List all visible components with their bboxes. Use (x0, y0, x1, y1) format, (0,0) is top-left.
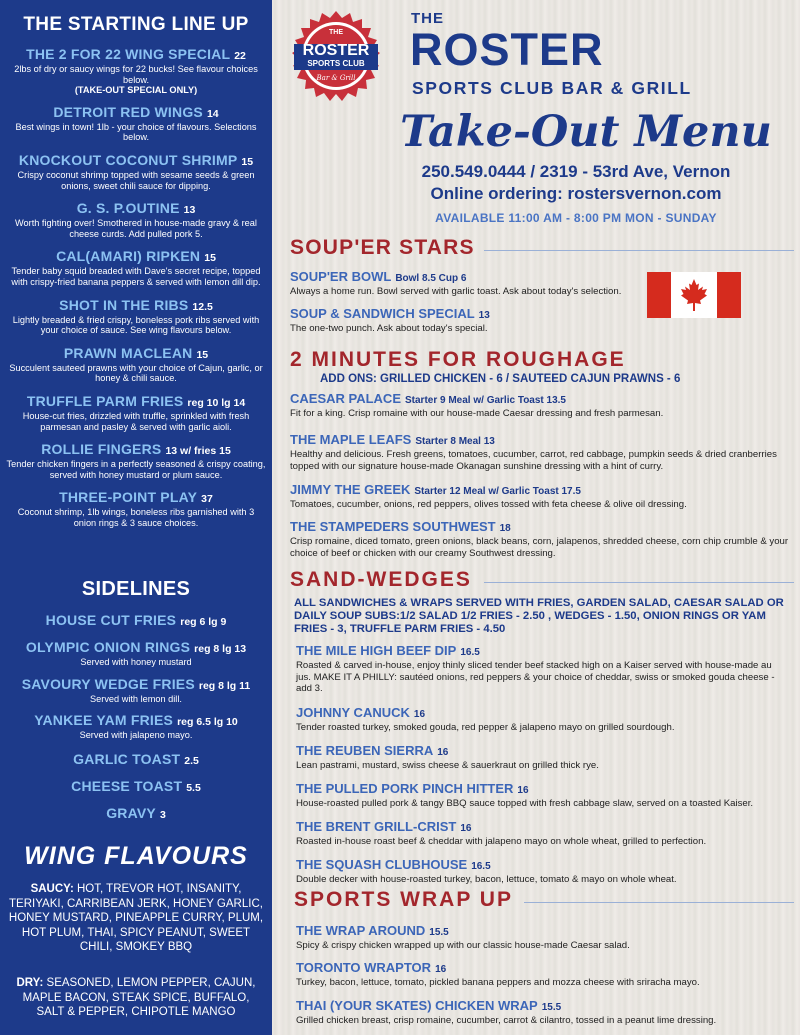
right-panel (272, 0, 800, 1035)
item-name: CAESAR PALACE (290, 391, 401, 406)
item-price: Starter 8 Meal 13 (415, 436, 495, 447)
section-title-soup: SOUP'ER STARS (290, 236, 475, 259)
list-item (0, 345, 272, 384)
section-title-wraps: SPORTS WRAP UP (294, 888, 513, 911)
item-name: TORONTO WRAPTOR (296, 960, 432, 975)
item-name: CAL(AMARI) RIPKEN (56, 248, 201, 265)
item-name: THE WRAP AROUND (296, 923, 426, 938)
wing-flavours-header: WING FLAVOURS (24, 842, 248, 870)
list-item (296, 642, 776, 695)
logo-the-text: THE (329, 29, 343, 36)
item-desc: Crisp romaine, diced tomato, green onions, black beans, corn, jalapenos, shredded cheese, corn chip crumble & your choice of beef or chicken with our creamy Southwest dressing. (290, 536, 789, 559)
item-desc: Double decker with house-roasted turkey, bacon, lettuce, tomato & mayo on whole wheat. (296, 874, 677, 885)
list-item (296, 704, 776, 734)
item-price: 16 (460, 823, 472, 834)
item-desc: Tomatoes, cucumber, onions, red peppers, olives tossed with feta cheese & olive oil dressing. (290, 499, 687, 510)
header-roster: ROSTER (410, 24, 604, 75)
item-desc: Healthy and delicious. Fresh greens, tomatoes, cucumber, carrot, red cabbage, pumpkin seeds & dried cranberries topped with our signature house-made Okanagan sunshine dressing with a hint of curry. (290, 449, 777, 472)
list-item (0, 46, 272, 96)
item-desc: Grilled chicken breast, crisp romaine, cucumber, carrot & cilantro, tossed in a peanut lime dressing. (296, 1015, 717, 1026)
item-name: G. S. P.OUTINE (76, 200, 180, 217)
starting-lineup-list (0, 46, 272, 528)
item-name: OLYMPIC ONION RINGS (25, 639, 191, 655)
item-desc: Turkey, bacon, lettuce, tomato, pickled banana peppers and mozza cheese with sriracha mayo. (296, 977, 700, 988)
online-ordering: Online ordering: rostersvernon.com (430, 184, 722, 203)
list-item (290, 518, 790, 559)
item-price: 16.5 (471, 861, 491, 872)
item-price: 2.5 (184, 754, 199, 767)
list-item (0, 393, 272, 432)
item-name: CHEESE TOAST (71, 777, 183, 794)
divider (484, 250, 794, 251)
item-price: 15.5 (429, 927, 449, 938)
item-desc: Always a home run. Bowl served with garlic toast. Ask about today's selection. (290, 286, 622, 297)
item-price: 13 w/ fries 15 (165, 445, 231, 458)
starting-lineup-header: THE STARTING LINE UP (23, 14, 249, 35)
item-price: 15 (196, 348, 209, 361)
item-desc: Roasted & carved in-house, enjoy thinly sliced tender beef stacked high on a Kaiser served with house-made au jus. MAKE IT A PHILLY: sautéed onions, red peppers & your choice of cheddar, swiss or smoked gouda cheese - add 3. (296, 660, 775, 694)
item-name: THE SQUASH CLUBHOUSE (296, 857, 468, 872)
list-item (296, 959, 776, 989)
page-title: Take-Out Menu (400, 107, 772, 157)
list-item (290, 268, 650, 298)
list-item (0, 200, 272, 239)
item-desc: Succulent sauteed prawns with your choice of Cajun, garlic, or honey & chili sauce. (9, 362, 263, 384)
item-name: THE MAPLE LEAFS (290, 432, 412, 447)
item-desc: House-cut fries, drizzled with truffle, sprinkled with fresh parmesan and pasley & served with garlic aioli. (22, 410, 250, 432)
sandwich-note: ALL SANDWICHES & WRAPS SERVED WITH FRIES, GARDEN SALAD, CAESAR SALAD OR DAILY SOUP SUBS:1/2 SALAD 1/2 FRIES - 2.50 , WEDGES - 1.50, ONION RINGS OR YAM FRIES - 3, TRUFFLE PARM FRIES - 4.50 (294, 597, 784, 636)
item-name: SHOT IN THE RIBS (59, 296, 189, 313)
item-name: SAVOURY WEDGE FRIES (21, 675, 195, 692)
item-price: 13 (183, 204, 196, 217)
list-item (0, 639, 272, 668)
list-item (296, 856, 776, 886)
list-item (0, 104, 272, 143)
dry-flavours (0, 976, 272, 1020)
section-title-sandwiches: SAND-WEDGES (290, 568, 472, 591)
list-item (296, 780, 776, 810)
item-name: DETROIT RED WINGS (53, 103, 203, 120)
item-price: 14 (206, 107, 219, 120)
item-name: GRAVY (106, 804, 156, 821)
list-item (0, 152, 272, 191)
list-item (290, 305, 650, 335)
item-desc: Served with jalapeno mayo. (79, 730, 193, 741)
sidelines-list (0, 612, 272, 823)
divider (484, 582, 794, 583)
item-price: 22 (234, 50, 246, 62)
item-name: THE 2 FOR 22 WING SPECIAL (26, 46, 231, 62)
list-item (0, 248, 272, 287)
item-price: reg 6 lg 9 (180, 616, 227, 628)
item-price: reg 10 lg 14 (187, 396, 246, 409)
saucy-text: HOT, TREVOR HOT, INSANITY, TERIYAKI, CARRIBEAN JERK, HONEY GARLIC, HONEY MUSTARD, PINEAPPLE CURRY, PLUM, HOT PLUM, THAI, SPICY PEANUT, SWEET CHILI, SMOKEY BBQ (8, 883, 264, 954)
item-price: 18 (499, 523, 511, 534)
saucy-flavours (0, 882, 272, 955)
item-price: Bowl 8.5 Cup 6 (395, 273, 467, 284)
list-item (0, 751, 272, 769)
item-name: THE STAMPEDERS SOUTHWEST (290, 519, 496, 534)
list-item (296, 997, 776, 1027)
item-name: THAI (YOUR SKATES) CHICKEN WRAP (296, 998, 538, 1013)
list-item (0, 489, 272, 528)
list-item (0, 778, 272, 796)
item-price: 16 (413, 709, 426, 720)
item-name: SOUP & SANDWICH SPECIAL (290, 306, 475, 321)
item-price: reg 6.5 lg 10 (177, 716, 238, 729)
divider (524, 902, 794, 903)
item-price: 16 (437, 747, 449, 758)
item-price: 5.5 (186, 781, 201, 794)
logo-roster-text: ROSTER (302, 42, 370, 59)
left-panel (0, 0, 272, 1035)
header-the: THE (411, 10, 444, 27)
item-name: THE BRENT GRILL-CRIST (296, 819, 457, 834)
list-item (290, 481, 790, 511)
item-desc: Coconut shrimp, 1lb wings, boneless ribs garnished with 3 onion rings & 3 sauce choices. (17, 507, 255, 528)
item-price: Starter 12 Meal w/ Garlic Toast 17.5 (414, 486, 581, 497)
item-price: 16.5 (460, 647, 480, 658)
item-name: PRAWN MACLEAN (63, 344, 193, 361)
item-price: 15.5 (541, 1002, 562, 1013)
list-item (296, 922, 776, 952)
item-desc: The one-two punch. Ask about today's special. (290, 323, 488, 334)
item-price: 16 (517, 785, 529, 796)
logo-sports-text: SPORTS CLUB (307, 59, 365, 68)
item-note: (TAKE-OUT SPECIAL ONLY) (74, 85, 198, 96)
list-item (0, 441, 272, 480)
item-price: reg 8 lg 11 (198, 679, 251, 692)
list-item (0, 297, 272, 336)
item-name: JOHNNY CANUCK (296, 705, 410, 720)
item-price: 15 (204, 252, 216, 265)
item-desc: Tender chicken fingers in a perfectly seasoned & crispy coating, served with honey mustard or plum sauce. (6, 459, 266, 480)
item-name: KNOCKOUT COCONUT SHRIMP (18, 151, 238, 168)
logo-script-text: Bar & Grill (316, 74, 356, 82)
item-price: reg 8 lg 13 (194, 643, 247, 655)
item-name: HOUSE CUT FRIES (45, 612, 177, 628)
item-desc: Spicy & crispy chicken wrapped up with our classic house-made Caesar salad. (296, 940, 630, 951)
item-name: THE PULLED PORK PINCH HITTER (296, 781, 514, 796)
item-name: THE MILE HIGH BEEF DIP (296, 643, 457, 658)
item-desc: Crispy coconut shrimp topped with sesame seeds & green onions, sweet chili sauce for dipping. (17, 169, 255, 191)
dry-label: DRY: (16, 977, 44, 989)
section-title-salads: 2 MINUTES FOR ROUGHAGE (290, 348, 626, 371)
list-item (296, 818, 776, 848)
item-name: SOUP'ER BOWL (290, 269, 392, 284)
item-price: 13 (478, 310, 490, 321)
item-name: JIMMY THE GREEK (290, 482, 411, 497)
roster-logo-icon (290, 10, 382, 102)
list-item (296, 742, 776, 772)
item-name: GARLIC TOAST (73, 750, 181, 767)
item-desc: Worth fighting over! Smothered in house-made gravy & real cheese curds. Add pulled pork 5. (15, 218, 257, 239)
item-name: YANKEE YAM FRIES (34, 712, 174, 729)
item-desc: Roasted in-house roast beef & cheddar with jalapeno mayo on whole wheat, grilled to perfection. (296, 836, 707, 847)
saucy-label: SAUCY: (30, 883, 74, 895)
item-desc: Tender baby squid breaded with Dave's secret recipe, topped with crispy-fried banana peppers & served with lemon dill dip. (11, 266, 261, 287)
availability: AVAILABLE 11:00 AM - 8:00 PM MON - SUNDAY (435, 211, 717, 225)
item-desc: Lean pastrami, mustard, swiss cheese & sauerkraut on grilled thick rye. (296, 760, 599, 771)
item-name: TRUFFLE PARM FRIES (26, 392, 184, 409)
item-desc: Served with lemon dill. (90, 693, 182, 704)
header-subtitle: SPORTS CLUB BAR & GRILL (412, 78, 692, 98)
item-desc: Lightly breaded & fried crispy, boneless pork ribs served with your choice of sauce. See wing flavours below. (12, 314, 260, 336)
item-name: THE REUBEN SIERRA (296, 743, 434, 758)
item-name: THREE-POINT PLAY (59, 489, 198, 506)
list-item (0, 805, 272, 823)
list-item (0, 676, 272, 705)
dry-text: SEASONED, LEMON PEPPER, CAJUN, MAPLE BACON, STEAK SPICE, BUFFALO, SALT & PEPPER, CHIPOTLE MANGO (22, 977, 256, 1019)
list-item (290, 431, 790, 472)
sidelines-header: SIDELINES (81, 578, 191, 600)
item-price: 16 (435, 964, 447, 975)
list-item (290, 390, 790, 420)
list-item (0, 612, 272, 630)
item-desc: Fit for a king. Crisp romaine with our house-made Caesar dressing and fresh parmesan. (290, 408, 664, 419)
item-name: ROLLIE FINGERS (41, 441, 162, 458)
item-price: Starter 9 Meal w/ Garlic Toast 13.5 (405, 395, 566, 406)
item-desc: Best wings in town! 1lb - your choice of flavours. Selections below. (15, 121, 257, 143)
item-desc: Tender roasted turkey, smoked gouda, red pepper & jalapeno mayo on grilled sourdough. (296, 722, 675, 733)
item-price: 15 (241, 155, 254, 168)
item-price: 37 (201, 493, 213, 506)
item-desc: Served with honey mustard (80, 657, 192, 667)
item-desc: 2lbs of dry or saucy wings for 22 bucks! See flavour choices below. (14, 64, 258, 85)
canada-flag-icon (647, 272, 741, 318)
item-price: 12.5 (192, 300, 213, 313)
item-desc: House-roasted pulled pork & tangy BBQ sauce topped with fresh cabbage slaw, served on a toasted Kaiser. (296, 798, 754, 809)
salad-addons: ADD ONS: GRILLED CHICKEN - 6 / SAUTEED CAJUN PRAWNS - 6 (320, 373, 681, 385)
list-item (0, 712, 272, 741)
contact-info: 250.549.0444 / 2319 - 53rd Ave, Vernon (421, 162, 731, 181)
item-price: 3 (159, 808, 166, 821)
